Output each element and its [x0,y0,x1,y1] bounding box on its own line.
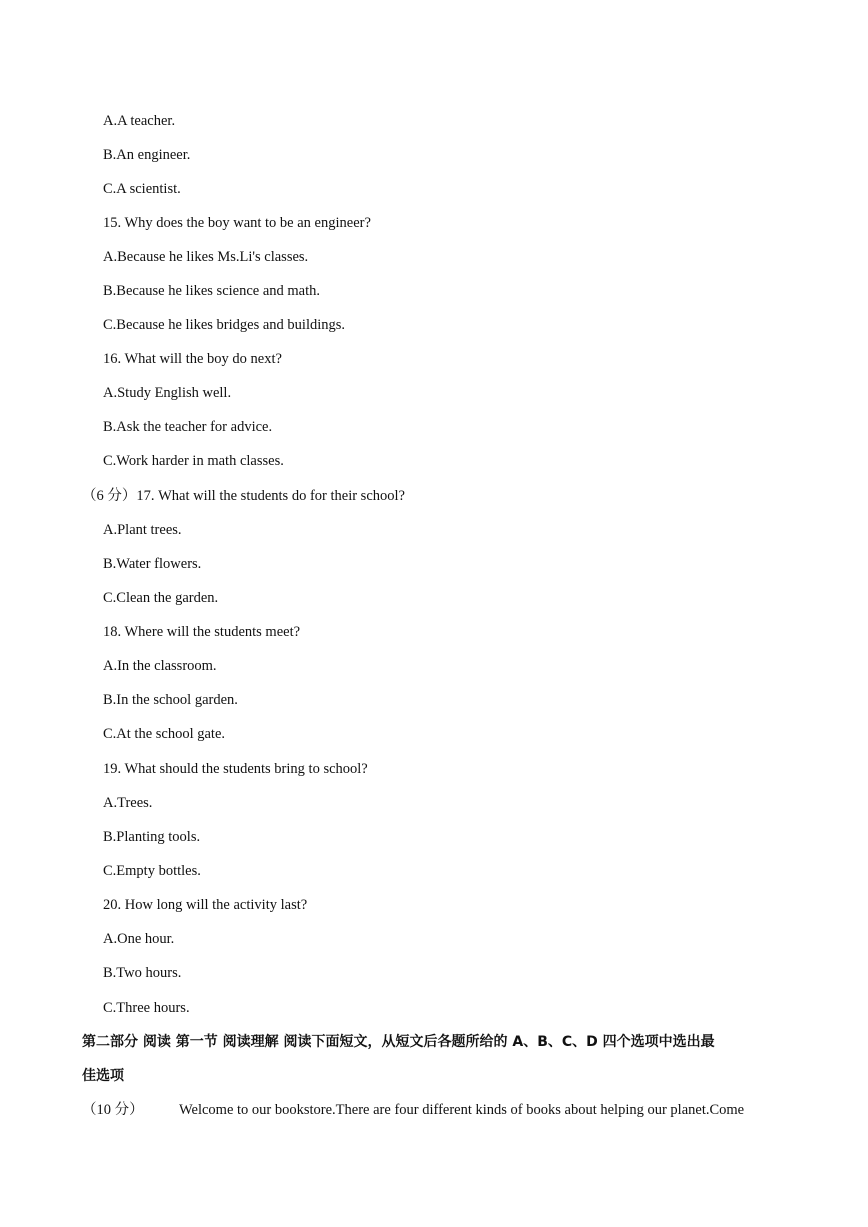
passage-first-line: Welcome to our bookstore.There are four different kinds of books about helping our planet.Come [179,1102,745,1118]
q19-option-a: A.Trees. [103,795,153,811]
section-heading-line2: 佳选项 [82,1068,124,1084]
q20-option-b: B.Two hours. [103,965,182,981]
q19-option-b: B.Planting tools. [103,829,201,845]
question-16: 16. What will the boy do next? [103,351,282,367]
question-18: 18. Where will the students meet? [103,624,301,640]
q16-option-c: C.Work harder in math classes. [103,453,284,469]
question-19: 19. What should the students bring to school? [103,761,368,777]
q15-option-b: B.Because he likes science and math. [103,283,321,299]
q14-option-a: A.A teacher. [103,113,176,129]
q18-option-a: A.In the classroom. [103,658,217,674]
question-15: 15. Why does the boy want to be an engineer? [103,215,371,231]
q16-option-b: B.Ask the teacher for advice. [103,419,273,435]
q20-option-c: C.Three hours. [103,1000,190,1016]
q17-option-c: C.Clean the garden. [103,590,219,606]
section-heading-line1: 第二部分 阅读 第一节 阅读理解 阅读下面短文，从短文后各题所给的 A、B、C、D 四个选项中选出最 [82,1034,715,1050]
q18-option-b: B.In the school garden. [103,692,238,708]
q18-option-c: C.At the school gate. [103,726,226,742]
q16-option-a: A.Study English well. [103,385,232,401]
question-17: （6 分）17. What will the students do for their school? [82,488,405,504]
q20-option-a: A.One hour. [103,931,175,947]
q15-option-a: A.Because he likes Ms.Li's classes. [103,249,309,265]
q19-option-c: C.Empty bottles. [103,863,201,879]
question-20: 20. How long will the activity last? [103,897,308,913]
q15-option-c: C.Because he likes bridges and buildings. [103,317,346,333]
q17-option-a: A.Plant trees. [103,522,182,538]
passage-score: （10 分） [82,1102,144,1118]
q17-option-b: B.Water flowers. [103,556,202,572]
q14-option-b: B.An engineer. [103,147,191,163]
q14-option-c: C.A scientist. [103,181,181,197]
